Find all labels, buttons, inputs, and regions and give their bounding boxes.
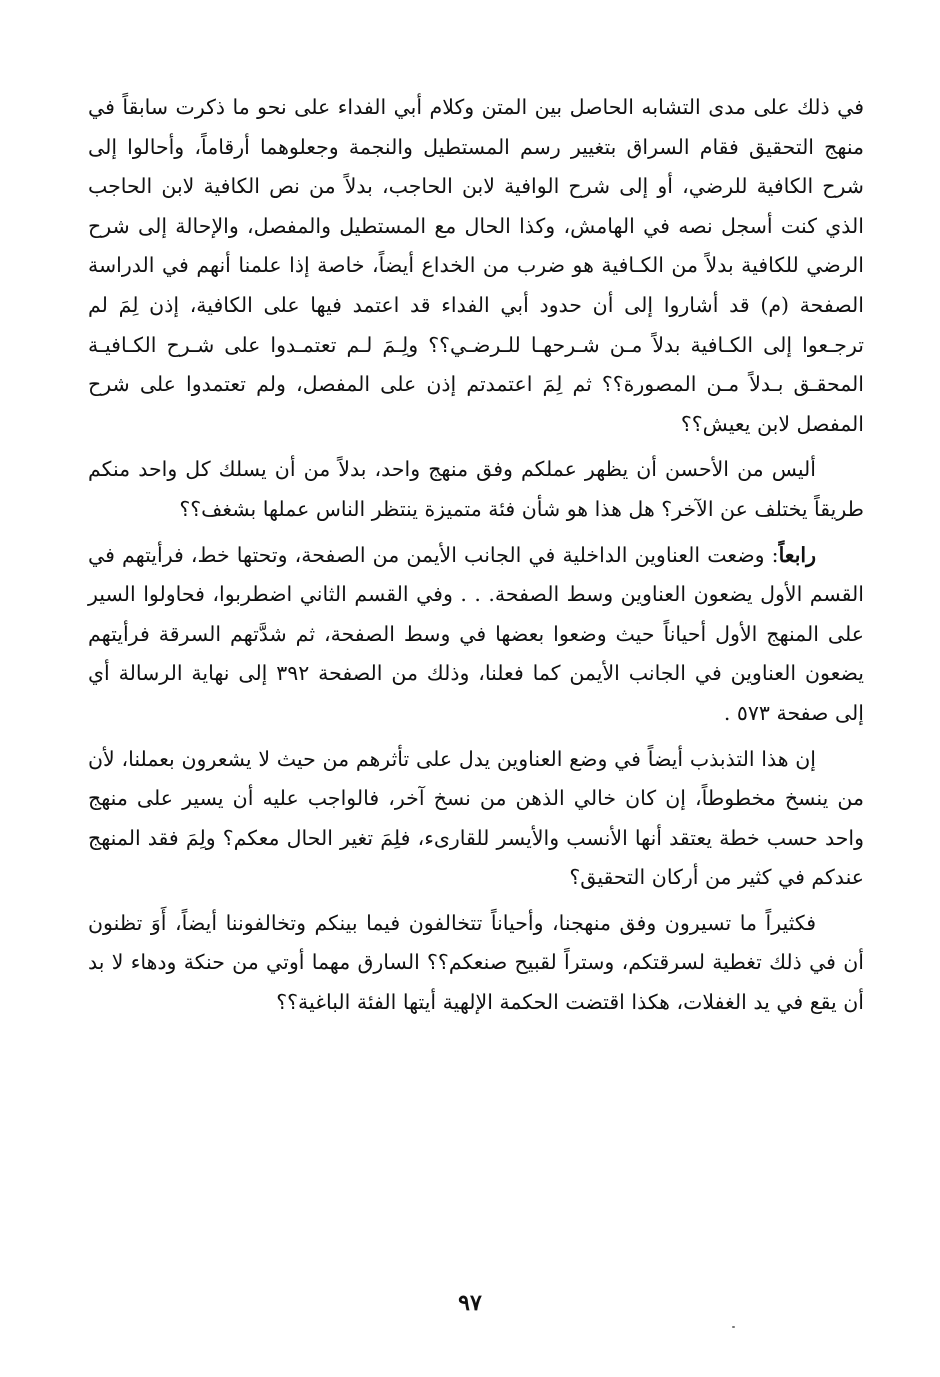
paragraph-3 [88,536,864,734]
paragraph-2-text: أليس من الأحسن أن يظهر عملكم وفق منهج واحد، بدلاً من أن يسلك كل واحد منكم طريقاً يختلف عن الآخر؟ هل هذا هو شأن فئة متميزة ينتظر الناس عملها بشغف؟؟ [88,457,864,521]
body-text [88,88,864,1029]
page-number: ٩٧ [458,1290,482,1316]
paragraph-4-text: إن هذا التذبذب أيضاً في وضع العناوين يدل على تأثرهم من حيث لا يشعرون بعملنا، لأن من ينسخ مخطوطاً، إن كان خالي الذهن من نسخ آخر، فالواجب عليه أن يسير على منهج واحد حسب خطة يعتقد أنها الأنسب والأيسر للقارىء، فلِمَ تغير الحال معكم؟ ولِمَ فقد المنهج عندكم في كثير من أركان التحقيق؟ [88,746,864,890]
paragraph-5 [88,904,864,1023]
paragraph-3-lead: رابعاً [778,542,816,567]
paragraph-3-text: : وضعت العناوين الداخلية في الجانب الأيمن من الصفحة، وتحتها خط، فرأيتهم في القسم الأول يضعون العناوين وسط الصفحة. . . وفي القسم الثاني اضطربوا، فحاولوا السير على المنهج الأول أحياناً حيث وضعوا بعضها في وسط الصفحة، ثم شدَّتهم السرقة فرأيتهم يضعون العناوين في الجانب الأيمن كما فعلنا، وذلك من الصفحة ٣٩٢ إلى نهاية الرسالة أي إلى صفحة ٥٧٣ . [88,542,864,725]
paragraph-1-text: في ذلك على مدى التشابه الحاصل بين المتن وكلام أبي الفداء على نحو ما ذكرت سابقاً في منهج التحقيق فقام السراق بتغيير رسم المستطيل والنجمة وجعلوهما أرقاماً، وأحالوا إلى شرح الكافية للرضي، أو إلى شرح الوافية لابن الحاجب، بدلاً من نص الكافية لابن الحاجب الذي كنت أسجل نصه في الهامش، وكذا الحال مع المستطيل والمفصل، والإحالة إلى شرح الرضي للكافية بدلاً من الكـافية هو ضرب من الخداع أيضاً، خاصة إذا علمنا أنهم في الدراسة الصفحة (م) قد أشاروا إلى أن حدود أبي الفداء قد اعتمد فيها على الكافية، إذن لِمَ لم ترجـعوا إلى الكـافية بدلاً مـن شـرحهـا للـرضـي؟؟ ولِـمَ لـم تعتمـدوا على شـرح الكـافيـة المحقـق بـدلاً مـن المصورة؟؟ ثم لِمَ اعتمدتم إذن على المفصل، ولم تعتمدوا على شرح المفصل لابن يعيش؟؟ [88,95,864,436]
scan-speck [732,1326,735,1328]
paragraph-2 [88,450,864,529]
paragraph-4 [88,740,864,898]
paragraph-5-text: فكثيراً ما تسيرون وفق منهجنا، وأحياناً تتخالفون فيما بينكم وتخالفوننا أيضاً، أَوَ تظنون أن في ذلك تغطية لسرقتكم، وستراً لقبيح صنعكم؟؟ السارق مهما أوتي من حنكة ودهاء لا بد أن يقع في يد الغفلات، هكذا اقتضت الحكمة الإلهية أيتها الفئة الباغية؟؟ [88,910,864,1015]
paragraph-1 [88,88,864,444]
